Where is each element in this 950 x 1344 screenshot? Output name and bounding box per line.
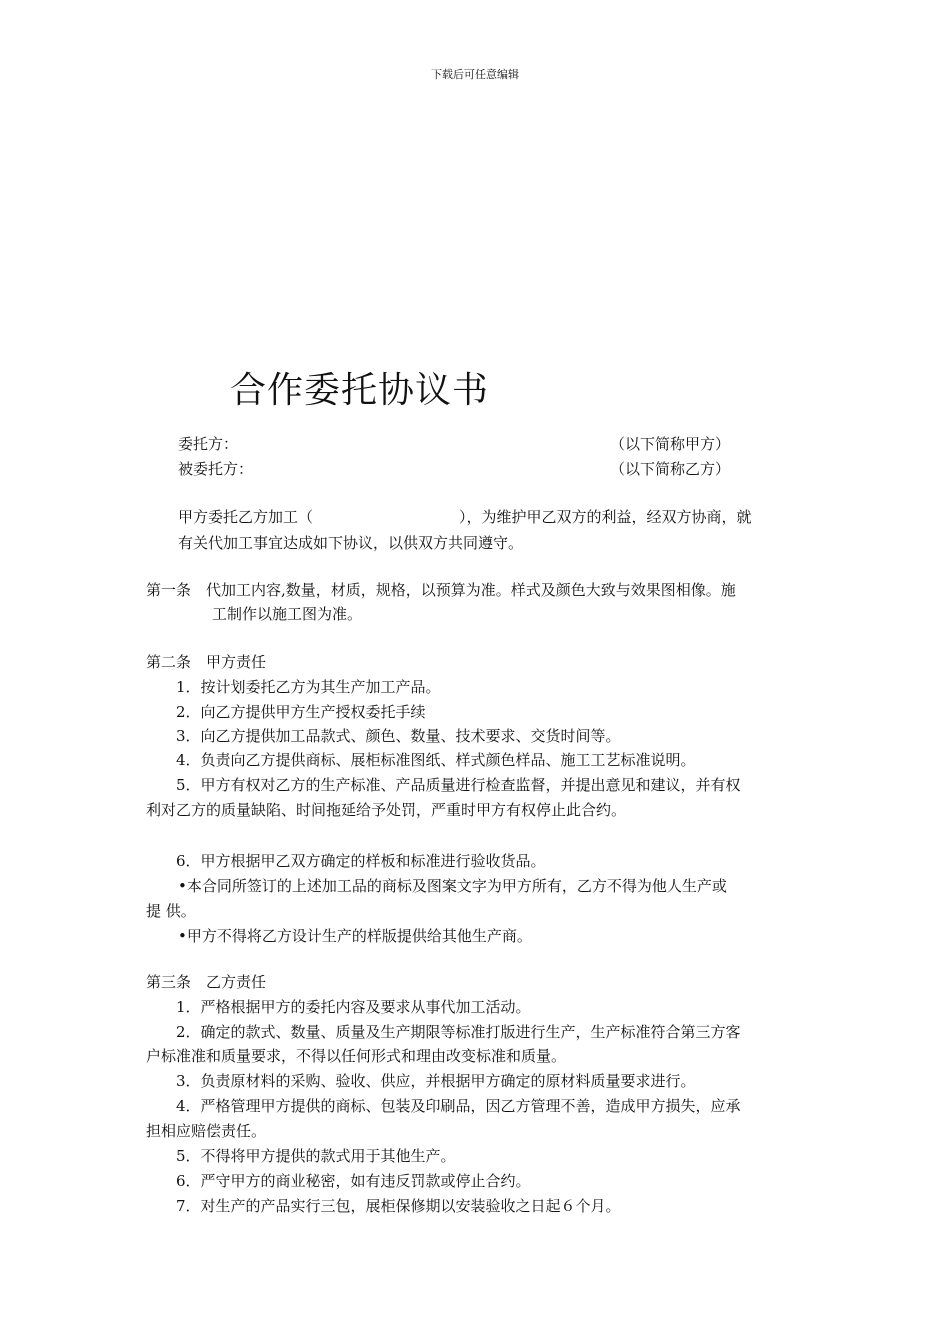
intro-line-1-start: 甲方委托乙方加工（ bbox=[178, 508, 314, 526]
article-2-item-2: 2．向乙方提供甲方生产授权委托手续 bbox=[176, 703, 426, 721]
article-3-item-2-line-1: 2．确定的款式、数量、质量及生产期限等标准打版进行生产，生产标准符合第三方客 bbox=[176, 1023, 741, 1041]
client-note: （以下简称甲方） bbox=[610, 435, 731, 453]
article-2-item-6: 6．甲方根据甲乙双方确定的样板和标准进行验收货品。 bbox=[176, 852, 546, 870]
article-2-bullet-1-line-2: 提 供。 bbox=[146, 902, 196, 920]
intro-line-2: 有关代加工事宜达成如下协议，以供双方共同遵守。 bbox=[178, 534, 524, 552]
article-3-heading: 第三条 乙方责任 bbox=[146, 973, 267, 991]
article-2-item-3: 3．向乙方提供加工品款式、颜色、数量、技术要求、交货时间等。 bbox=[176, 727, 621, 745]
article-3-item-7: 7．对生产的产品实行三包，展柜保修期以安装验收之日起６个月。 bbox=[176, 1197, 621, 1215]
article-2-bullet-2: •甲方不得将乙方设计生产的样版提供给其他生产商。 bbox=[178, 927, 532, 945]
client-label: 委托方： bbox=[178, 435, 239, 453]
article-1-line-2: 工制作以施工图为准。 bbox=[212, 605, 363, 623]
article-3-item-4-line-1: 4．严格管理甲方提供的商标、包装及印刷品，因乙方管理不善，造成甲方损失，应承 bbox=[176, 1097, 741, 1115]
article-2-item-5-line-2: 利对乙方的质量缺陷、时间拖延给予处罚，严重时甲方有权停止此合约。 bbox=[146, 801, 627, 819]
intro-line-1-end: ），为维护甲乙双方的利益，经双方协商，就 bbox=[459, 508, 752, 526]
intro-line-1 bbox=[178, 507, 752, 527]
article-2-item-5-line-1: 5．甲方有权对乙方的生产标准、产品质量进行检查监督，并提出意见和建议，并有权 bbox=[176, 776, 741, 794]
page-header: 下载后可任意编辑 bbox=[431, 68, 519, 81]
article-2-heading: 第二条 甲方责任 bbox=[146, 653, 267, 671]
document-title: 合作委托协议书 bbox=[230, 370, 490, 411]
article-2-bullet-1-line-1: •本合同所签订的上述加工品的商标及图案文字为甲方所有，乙方不得为他人生产或 bbox=[178, 877, 727, 895]
article-3-item-3: 3．负责原材料的采购、验收、供应，并根据甲方确定的原材料质量要求进行。 bbox=[176, 1072, 696, 1090]
contractor-label: 被委托方： bbox=[178, 460, 254, 478]
article-3-item-1: 1．严格根据甲方的委托内容及要求从事代加工活动。 bbox=[176, 998, 531, 1016]
contractor-note: （以下简称乙方） bbox=[610, 460, 731, 478]
article-2-item-4: 4．负责向乙方提供商标、展柜标准图纸、样式颜色样品、施工工艺标准说明。 bbox=[176, 751, 696, 769]
article-3-item-4-line-2: 担相应赔偿责任。 bbox=[146, 1122, 267, 1140]
article-3-item-2-line-2: 户标准准和质量要求，不得以任何形式和理由改变标准和质量。 bbox=[146, 1047, 567, 1065]
article-1-line-1: 第一条 代加工内容,数量，材质，规格，以预算为准。样式及颜色大致与效果图相像。施 bbox=[146, 581, 736, 599]
article-2-item-1: 1．按计划委托乙方为其生产加工产品。 bbox=[176, 678, 441, 696]
article-3-item-6: 6．严守甲方的商业秘密，如有违反罚款或停止合约。 bbox=[176, 1172, 531, 1190]
article-3-item-5: 5．不得将甲方提供的款式用于其他生产。 bbox=[176, 1147, 456, 1165]
